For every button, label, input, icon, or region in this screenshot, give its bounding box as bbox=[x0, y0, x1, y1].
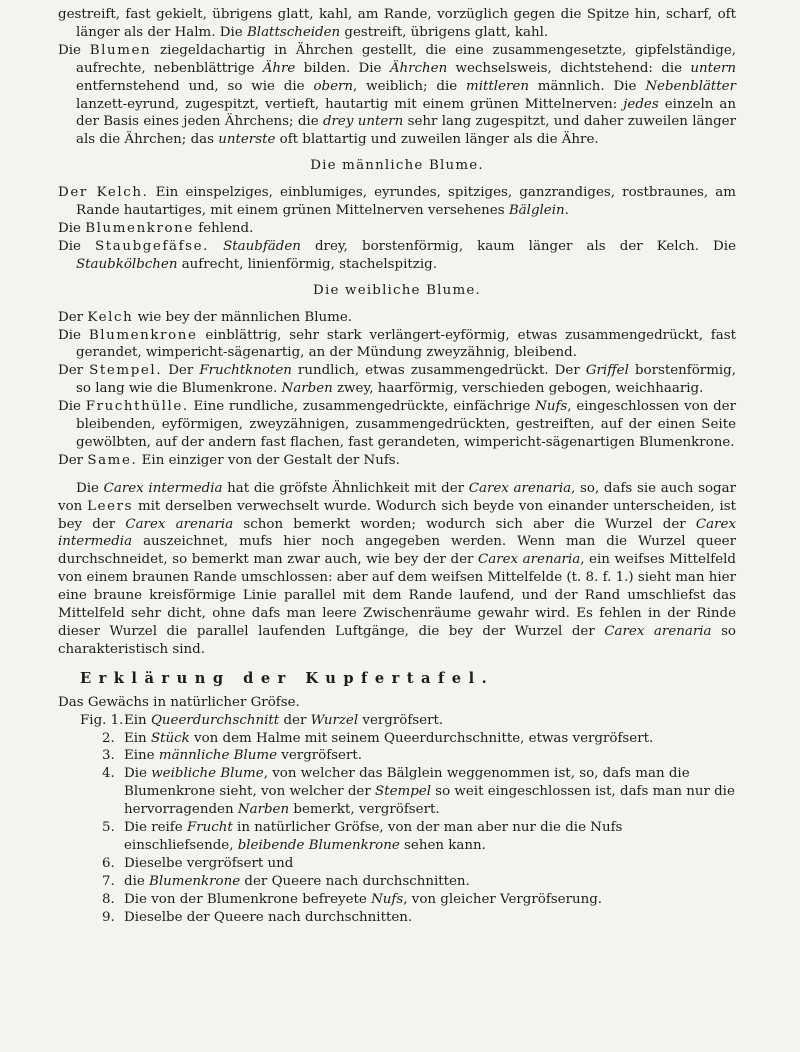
text-run: einblättrig, sehr stark verlängert-eyförmig, etwas zusammengedrückt, fast gerandet, wimpericht-sägenartig, an der Mündung zweyzähnig, bleibend. bbox=[76, 327, 736, 361]
text-run: Der bbox=[58, 309, 88, 325]
figure-number: 7. bbox=[102, 873, 115, 889]
italic-term: Carex intermedia bbox=[58, 516, 736, 550]
text-run: rundlich, etwas zusammengedrückt. Der bbox=[291, 363, 586, 379]
italic-term: Bälglein. bbox=[508, 203, 569, 219]
text-run: männlich. Die bbox=[528, 78, 646, 94]
text-run: aufrecht, linienförmig, stachelspitzig. bbox=[177, 256, 437, 272]
spaced-term: Blumenkrone bbox=[88, 327, 198, 343]
figure-item bbox=[58, 765, 736, 819]
text-run: die bbox=[124, 873, 150, 889]
text-run: der bbox=[279, 712, 311, 728]
figure-item bbox=[58, 873, 736, 891]
italic-term: obern bbox=[313, 78, 354, 94]
text-run: gestreift, fast gekielt, übrigens glatt, kahl, am Rande, vorzüglich gegen die Spitze hin, scharf, oft länger als der Halm. Die bbox=[58, 7, 736, 40]
figure-item bbox=[58, 819, 736, 855]
text-run: Die bbox=[58, 238, 96, 254]
figure-number: 2. bbox=[102, 730, 115, 746]
text-run: so weit eingeschlossen ist, dafs man nur die hervorragenden bbox=[124, 784, 735, 818]
text-run: , ein weifses Mittelfeld von einem braunen Rande umschlossen: aber auf dem weifsen Mittelfelde (t. 8. f. 1.) sieht man hier eine braune kreisförmige Linie parallel mit dem Rande laufend, und der Rand umschliefst das Mittelfeld sehr dicht, ohne dafs man leere Zwischenräume gewahr wird. Es fehlen in der Rinde dieser Wurzel die parallel laufenden Luftgänge, die bey der Wurzel der bbox=[58, 552, 736, 639]
text-run: Der bbox=[58, 363, 90, 379]
text-run: bemerkt, vergröfsert. bbox=[289, 802, 440, 818]
paragraph bbox=[58, 184, 736, 220]
italic-term: Ährchen bbox=[389, 60, 448, 76]
italic-term: weibliche Blume bbox=[151, 766, 264, 782]
text-run: vergröfsert. bbox=[358, 712, 444, 728]
italic-term: Frucht bbox=[186, 820, 233, 836]
italic-term: untern bbox=[690, 60, 736, 76]
italic-term: Griffel bbox=[585, 363, 629, 379]
plate-explanation-title: Erklärung der Kupfertafel. bbox=[80, 669, 495, 687]
text-run: Dieselbe der Queere nach durchschnitten. bbox=[124, 909, 413, 925]
text-run: Ein bbox=[124, 712, 151, 728]
figure-item bbox=[58, 747, 736, 765]
paragraph bbox=[58, 220, 736, 238]
spaced-term: Blumenkrone bbox=[85, 220, 194, 236]
paragraph bbox=[58, 327, 736, 363]
figure-list bbox=[58, 712, 736, 927]
italic-term: Carex arenaria bbox=[604, 624, 712, 639]
text-run: auszeichnet, mufs hier noch angegeben werden. Wenn man die Wurzel queer durchschneidet, so bemerkt man zwar auch, wie bey der der bbox=[58, 534, 736, 568]
italic-term: Stempel bbox=[375, 784, 431, 800]
figure-number: 5. bbox=[102, 820, 115, 836]
italic-term: Wurzel bbox=[310, 712, 359, 728]
italic-term: mittleren bbox=[466, 78, 529, 94]
text-run: sehr lang zugespitzt, und daher zuweilen länger als die Ährchen; das bbox=[76, 114, 736, 148]
text-run: Ein einspelziges, einblumiges, eyrundes, spitziges, ganzrandiges, rostbraunes, am Rande hautartiges, mit einem grünen Mittelnerven versehenes bbox=[76, 185, 736, 219]
spaced-term: Stempel. bbox=[89, 363, 163, 379]
text-run: Eine bbox=[124, 748, 159, 764]
text-run: borstenförmig, so lang wie die Blumenkrone. bbox=[76, 363, 737, 397]
text-run bbox=[209, 239, 223, 254]
paragraph bbox=[58, 309, 736, 327]
plate-intro: Das Gewächs in natürlicher Gröfse. bbox=[58, 694, 300, 710]
text-run: Der bbox=[58, 452, 88, 468]
text-run: fehlend. bbox=[193, 220, 254, 236]
text-run: oft blattartig und zuweilen länger als die Ähre. bbox=[275, 132, 599, 148]
italic-term: Nufs bbox=[535, 399, 568, 415]
text-run: Die von der Blumenkrone befreyete bbox=[124, 891, 372, 907]
text-run: so charakteristisch sind. bbox=[58, 624, 736, 657]
spaced-term: Fruchthülle. bbox=[85, 399, 189, 415]
figure-number: 3. bbox=[102, 748, 115, 764]
text-run: einzeln an der Basis eines jeden Ährchens; die bbox=[76, 96, 736, 130]
text-run: , von gleicher Vergröfserung. bbox=[403, 891, 603, 907]
text-run: Eine rundliche, zusammengedrückte, einfächrige bbox=[188, 399, 536, 415]
text-run: , von welcher das Bälglein weggenommen ist, so, dafs man die Blumenkrone sieht, von welcher der bbox=[124, 766, 690, 800]
paragraph bbox=[58, 42, 736, 149]
text-run: wie bey der männlichen Blume. bbox=[133, 309, 353, 325]
italic-term: Carex arenaria bbox=[125, 516, 234, 532]
paragraph bbox=[58, 238, 736, 274]
text-run: zwey, haarförmig, verschieden gebogen, weichhaarig. bbox=[332, 381, 704, 397]
paragraph bbox=[58, 452, 736, 470]
spaced-term: Leers bbox=[87, 498, 134, 514]
italic-term: Nufs bbox=[371, 891, 404, 907]
spaced-term: Blumen bbox=[89, 42, 152, 58]
italic-term: männliche Blume bbox=[158, 748, 278, 764]
text-run: bilden. Die bbox=[295, 60, 390, 76]
text-run: , weiblich; die bbox=[353, 78, 467, 94]
italic-term: Nebenblätter bbox=[645, 78, 737, 94]
text-run: entfernstehend und, so wie die bbox=[76, 78, 314, 94]
figure-number: Fig. 1. bbox=[80, 712, 124, 728]
text-run: Die bbox=[58, 42, 90, 58]
section-heading: Die weibliche Blume. bbox=[313, 282, 481, 298]
italic-term: unterste bbox=[218, 132, 276, 148]
text-run: von dem Halme mit seinem Queerdurchschnitte, etwas vergröfsert. bbox=[189, 730, 654, 746]
italic-term: Stück bbox=[150, 730, 190, 746]
text-run: schon bemerkt worden; wodurch sich aber die Wurzel der bbox=[233, 516, 696, 532]
italic-term: Queerdurchschnitt bbox=[150, 712, 280, 728]
italic-term: Fruchtknoten bbox=[199, 363, 292, 379]
paragraph bbox=[58, 6, 736, 42]
text-run: Die bbox=[58, 220, 86, 236]
italic-term: Narben bbox=[237, 802, 290, 818]
figure-item bbox=[58, 855, 736, 873]
text-run: , so, dafs sie auch sogar von bbox=[58, 480, 736, 514]
text-run: Dieselbe vergröfsert und bbox=[124, 855, 294, 871]
text-run: in natürlicher Gröfse, von der man aber nur die die Nufs einschliefsende, bbox=[124, 820, 623, 853]
italic-term: Blumenkrone bbox=[149, 873, 241, 889]
italic-term: Carex arenaria bbox=[468, 480, 572, 496]
text-run: gestreift, übrigens glatt, kahl. bbox=[340, 24, 549, 40]
paragraph bbox=[58, 398, 736, 452]
italic-term: Staubkölbchen bbox=[76, 256, 178, 272]
italic-term: jedes bbox=[623, 96, 659, 112]
text-run: Die bbox=[58, 399, 86, 415]
spaced-term: Staubgefäfse. bbox=[95, 238, 210, 254]
body-text bbox=[58, 6, 736, 659]
italic-term: Staubfäden bbox=[223, 238, 301, 254]
text-run: Ein bbox=[124, 730, 151, 746]
spaced-term: Same. bbox=[87, 452, 138, 468]
text-run: , eingeschlossen von der bleibenden, eyförmigen, zweyzähnigen, zusammengedrückten, gestreiften, auf der einen Seite gewölbten, auf der andern fast flachen, fast gerandeten, wimpericht-sägenartigen Blumenkrone. bbox=[76, 399, 736, 450]
text-run: der Queere nach durchschnitten. bbox=[240, 873, 470, 889]
text-run: wechselsweis, dichtstehend: die bbox=[447, 60, 691, 76]
figure-number: 9. bbox=[102, 909, 115, 925]
figure-item bbox=[58, 712, 736, 730]
text-run: sehen kann. bbox=[399, 837, 486, 853]
spaced-term: Der Kelch. bbox=[58, 185, 149, 201]
figure-item bbox=[58, 909, 736, 927]
text-run: vergröfsert. bbox=[277, 748, 363, 764]
text-run: mit derselben verwechselt wurde. Wodurch sich beyde von einander unterscheiden, ist bey der bbox=[58, 498, 736, 532]
text-run: Die reife bbox=[124, 820, 187, 836]
italic-term: Blattscheiden bbox=[246, 24, 341, 40]
text-run: hat die gröfste Ähnlichkeit mit der bbox=[222, 480, 469, 496]
figure-number: 4. bbox=[102, 766, 115, 782]
figure-number: 6. bbox=[102, 855, 115, 871]
figure-item bbox=[58, 891, 736, 909]
figure-item bbox=[58, 730, 736, 748]
italic-term: Ähre bbox=[262, 60, 296, 76]
text-run: lanzett-eyrund, zugespitzt, vertieft, hautartig mit einem grünen Mittelnerven: bbox=[76, 96, 624, 112]
italic-term: Carex intermedia bbox=[103, 480, 223, 496]
text-run: Ein einziger von der Gestalt der Nufs. bbox=[137, 452, 400, 468]
text-run: Die bbox=[58, 327, 89, 343]
italic-term: Narben bbox=[281, 381, 333, 397]
text-run: Die bbox=[76, 480, 104, 496]
italic-term: bleibende Blumenkrone bbox=[237, 837, 400, 853]
italic-term: drey untern bbox=[322, 114, 404, 130]
spaced-term: Kelch bbox=[87, 309, 134, 325]
text-run: Die bbox=[124, 766, 152, 782]
paragraph bbox=[58, 362, 736, 398]
italic-term: Carex arenaria bbox=[477, 552, 581, 568]
figure-number: 8. bbox=[102, 891, 115, 907]
paragraph bbox=[58, 480, 736, 659]
text-run: ziegeldachartig in Ährchen gestellt, die eine zusammengesetzte, gipfelständige, aufrechte, nebenblättrige bbox=[76, 42, 737, 76]
text-run: drey, borstenförmig, kaum länger als der Kelch. Die bbox=[300, 238, 736, 254]
section-heading: Die männliche Blume. bbox=[310, 158, 484, 174]
text-run: Der bbox=[162, 363, 200, 379]
